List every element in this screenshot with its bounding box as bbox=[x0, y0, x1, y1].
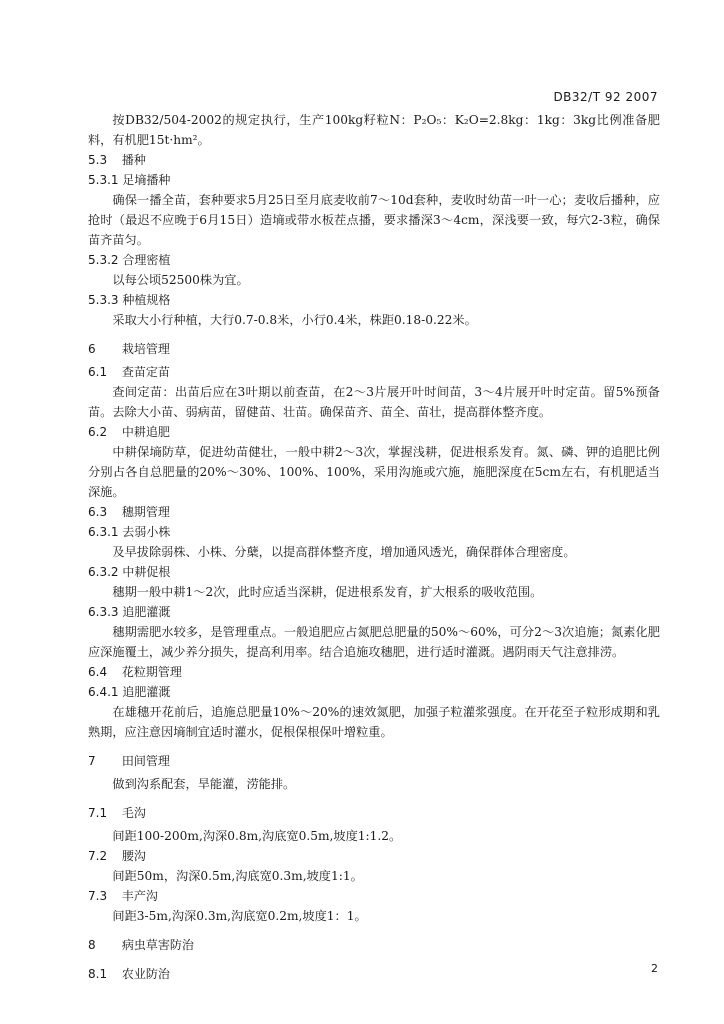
heading-number: 6.2 bbox=[88, 425, 108, 439]
heading-number: 5.3.2 bbox=[88, 253, 119, 267]
section-heading bbox=[88, 964, 660, 984]
subsection-heading bbox=[88, 250, 660, 270]
heading-number: 6.3.1 bbox=[88, 525, 119, 539]
paragraph: 以每公顷52500株为宜。 bbox=[112, 273, 249, 287]
paragraph: 间距100-200m,沟深0.8m,沟底宽0.5m,坡度1:1.2。 bbox=[112, 829, 402, 843]
paragraph: 中耕保墒防草，促进幼苗健壮，一般中耕2～3次，掌握浅耕，促进根系发育。氮、磷、钾的追肥比例分别占各自总肥量的20%～30%、100%、100%，采用沟施或穴施，施肥深度在5cm左右，有机肥适当深施。 bbox=[88, 445, 660, 499]
paragraph: 间距3-5m,沟深0.3m,沟底宽0.2m,坡度1：1。 bbox=[112, 909, 367, 923]
heading-number: 8.1 bbox=[88, 967, 108, 981]
heading-title: 查苗定苗 bbox=[121, 365, 170, 379]
heading-title: 中耕追肥 bbox=[121, 425, 170, 439]
subsection-heading bbox=[88, 170, 660, 190]
paragraph: 采取大小行种植，大行0.7-0.8米，小行0.4米，株距0.18-0.22米。 bbox=[112, 313, 477, 327]
subsection-heading bbox=[88, 682, 660, 702]
heading-title: 毛沟 bbox=[121, 806, 146, 820]
paragraph: 按DB32/504-2002的规定执行，生产100kg籽粒N：P₂O₅：K₂O=2.8kg：1kg：3kg比例准备肥料，有机肥15t·hm²。 bbox=[88, 113, 660, 147]
heading-number: 5.3 bbox=[88, 153, 108, 167]
heading-number: 6.1 bbox=[88, 365, 108, 379]
heading-title: 穗期管理 bbox=[121, 505, 170, 519]
paragraph: 做到沟系配套，旱能灌，涝能排。 bbox=[112, 777, 296, 791]
heading-title: 农业防治 bbox=[121, 967, 170, 981]
heading-number: 6.4 bbox=[88, 665, 108, 679]
heading-number: 6.4.1 bbox=[88, 685, 119, 699]
paragraph: 查间定苗：出苗后应在3叶期以前查苗，在2～3片展开叶时间苗，3～4片展开叶时定苗。留5%预备苗。去除大小苗、弱病苗，留健苗、壮苗。确保苗齐、苗全、苗壮，提高群体整齐度。 bbox=[88, 385, 660, 419]
heading-title: 病虫草害防治 bbox=[121, 938, 194, 952]
heading-title: 播种 bbox=[121, 153, 146, 167]
subsection-heading bbox=[88, 150, 660, 170]
subsection-heading bbox=[88, 290, 660, 310]
subsection-heading bbox=[88, 522, 660, 542]
section-heading bbox=[88, 751, 660, 771]
page-number: 2 bbox=[651, 962, 658, 975]
paragraph: 穗期需肥水较多，是管理重点。一般追肥应占氮肥总肥量的50%～60%，可分2～3次追施；氮素化肥应深施覆土，减少养分损失，提高利用率。结合追施攻穗肥，进行适时灌溉。遇阴雨天气注意排涝。 bbox=[88, 625, 660, 659]
heading-number: 6 bbox=[88, 342, 96, 356]
subsection-heading bbox=[88, 562, 660, 582]
paragraph: 间距50m，沟深0.5m,沟底宽0.3m,坡度1:1。 bbox=[112, 869, 363, 883]
heading-title: 追肥灌溉 bbox=[122, 685, 171, 699]
document-body bbox=[88, 110, 660, 987]
paragraph: 及早拔除弱株、小株、分蘖，以提高群体整齐度，增加通风透光，确保群体合理密度。 bbox=[112, 545, 576, 559]
section-heading bbox=[88, 803, 660, 823]
heading-number: 6.3.3 bbox=[88, 605, 119, 619]
subsection-heading bbox=[88, 362, 660, 382]
heading-number: 6.3.2 bbox=[88, 565, 119, 579]
heading-number: 7.3 bbox=[88, 889, 108, 903]
heading-number: 5.3.1 bbox=[88, 173, 119, 187]
heading-number: 7 bbox=[88, 754, 96, 768]
heading-title: 田间管理 bbox=[121, 754, 170, 768]
heading-title: 追肥灌溉 bbox=[122, 605, 171, 619]
heading-title: 去弱小株 bbox=[122, 525, 171, 539]
paragraph: 确保一播全苗，套种要求5月25日至月底麦收前7～10d套种，麦收时幼苗一叶一心；麦收后播种，应抢时（最迟不应晚于6月15日）造墒或带水板茬点播，要求播深3～4cm，深浅要一致，每穴2-3粒，确保苗齐苗匀。 bbox=[88, 193, 660, 247]
paragraph: 穗期一般中耕1～2次，此时应适当深耕，促进根系发育，扩大根系的吸收范围。 bbox=[112, 585, 543, 599]
subsection-heading bbox=[88, 846, 660, 866]
heading-title: 花粒期管理 bbox=[121, 665, 182, 679]
section-heading bbox=[88, 935, 660, 955]
heading-title: 种植规格 bbox=[122, 293, 171, 307]
heading-number: 8 bbox=[88, 938, 96, 952]
subsection-heading bbox=[88, 886, 660, 906]
heading-number: 5.3.3 bbox=[88, 293, 119, 307]
subsection-heading bbox=[88, 602, 660, 622]
heading-title: 合理密植 bbox=[122, 253, 171, 267]
paragraph: 在雄穗开花前后，追施总肥量10%～20%的速效氮肥，加强子粒灌浆强度。在开花至子粒形成期和乳熟期，应注意因墒制宜适时灌水，促根保根保叶增粒重。 bbox=[88, 705, 660, 739]
heading-title: 栽培管理 bbox=[121, 342, 170, 356]
heading-number: 7.1 bbox=[88, 806, 108, 820]
heading-title: 丰产沟 bbox=[121, 889, 158, 903]
subsection-heading bbox=[88, 662, 660, 682]
heading-title: 腰沟 bbox=[121, 849, 146, 863]
subsection-heading bbox=[88, 502, 660, 522]
subsection-heading bbox=[88, 422, 660, 442]
heading-number: 6.3 bbox=[88, 505, 108, 519]
heading-title: 足墒播种 bbox=[122, 173, 171, 187]
heading-number: 7.2 bbox=[88, 849, 108, 863]
section-heading bbox=[88, 339, 660, 359]
heading-title: 中耕促根 bbox=[122, 565, 171, 579]
standard-code: DB32/T 92 2007 bbox=[553, 90, 658, 104]
